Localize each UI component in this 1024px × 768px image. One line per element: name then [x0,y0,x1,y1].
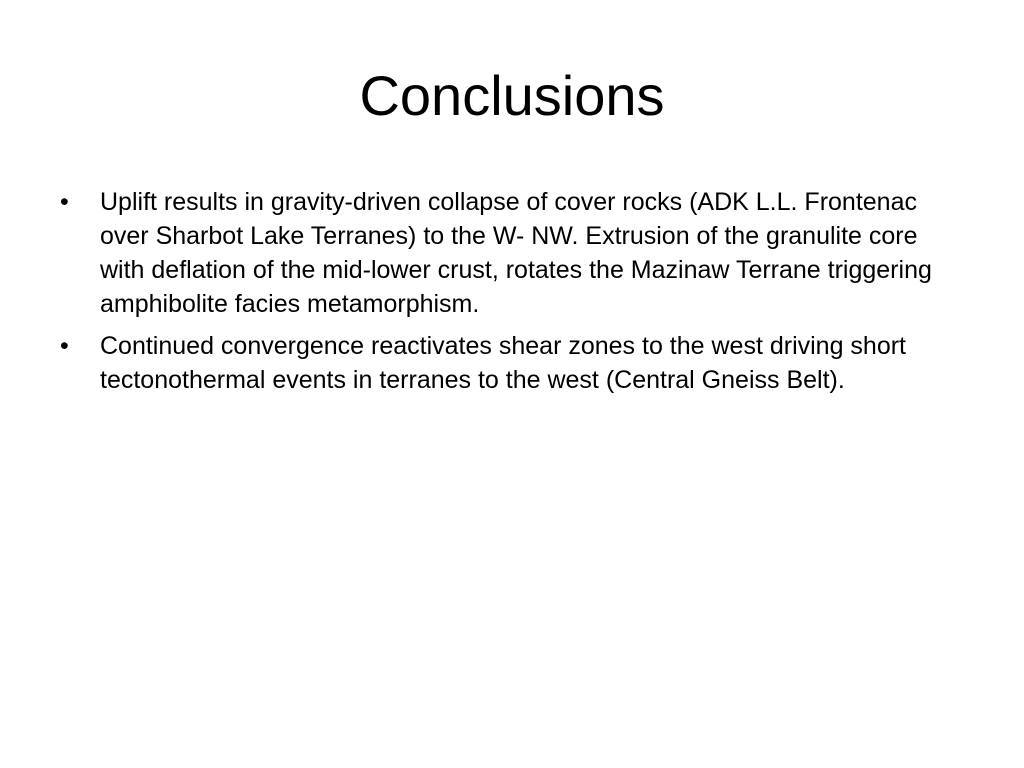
bullet-icon: • [60,188,69,216]
bullet-list [60,185,960,405]
bullet-icon: • [60,332,69,360]
slide-title: Conclusions [359,64,665,127]
bullet-item [60,329,960,397]
bullet-text: Uplift results in gravity-driven collapse of cover rocks (ADK L.L. Frontenac over Sharbot Lake Terranes) to the W- NW. Extrusion of the granulite core with deflation of the mid-lower crust, rotates the Mazinaw Terrane triggering amphibolite facies metamorphism. [100,188,932,318]
bullet-text: Continued convergence reactivates shear zones to the west driving short tectonothermal events in terranes to the west (Central Gneiss Belt). [100,332,907,394]
bullet-item [60,185,960,321]
